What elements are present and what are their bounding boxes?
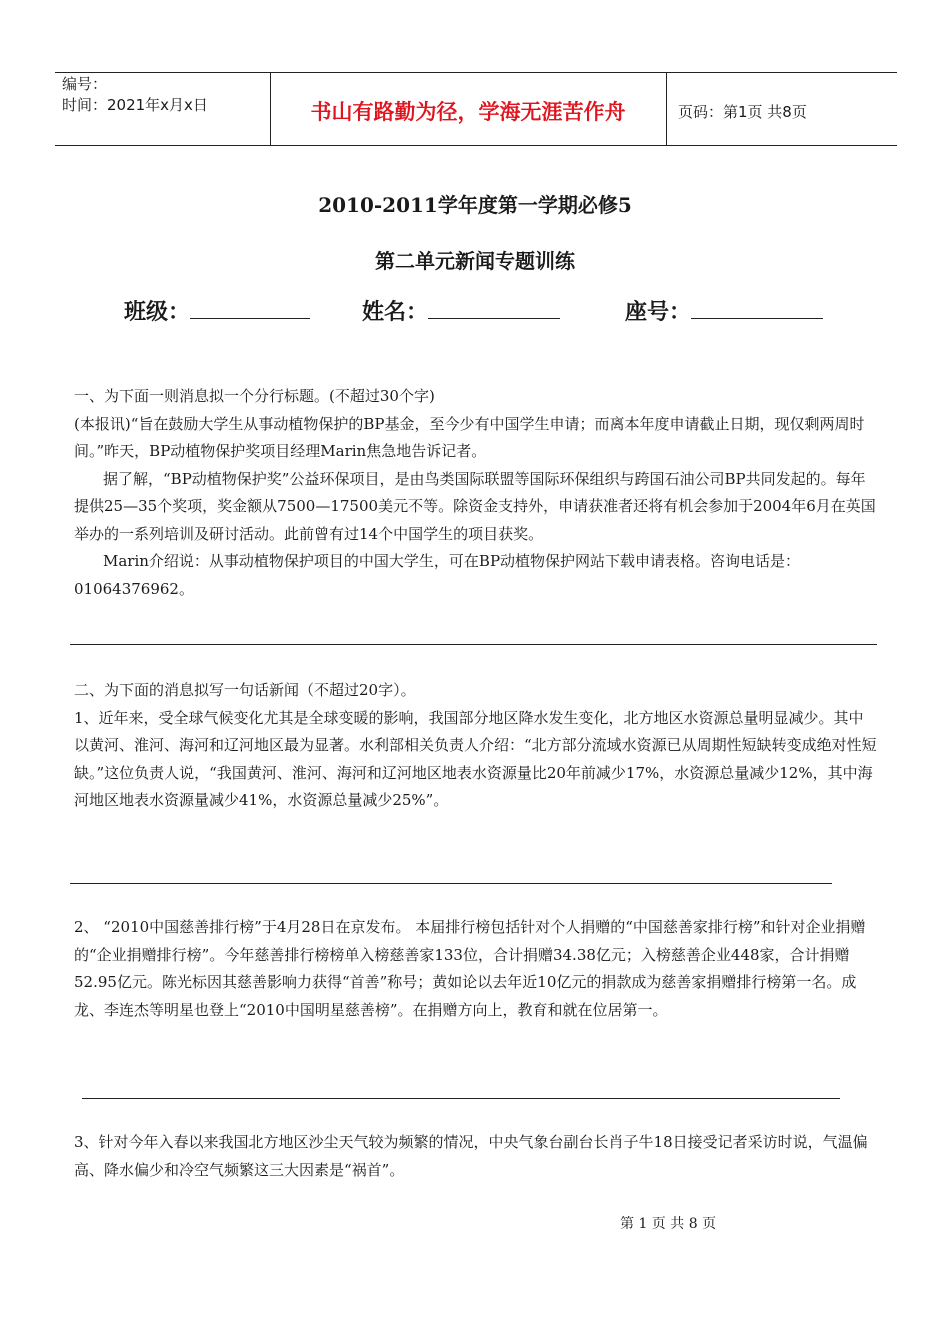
header-page-label: 页码：第1页 共8页 [678, 103, 807, 121]
header-top-rule [55, 72, 897, 73]
section-1-paragraph: Marin介绍说：从事动植物保护项目的中国大学生，可在BP动植物保护网站下载申请表格。咨询电话是：01064376962。 [74, 552, 801, 598]
name-field[interactable] [362, 295, 560, 326]
page-footer: 第 1 页 共 8 页 [620, 1216, 717, 1232]
seat-field[interactable] [625, 295, 823, 326]
class-field[interactable] [124, 295, 310, 326]
name-label: 姓名： [362, 300, 429, 325]
answer-line[interactable] [70, 883, 832, 884]
answer-line[interactable] [82, 1098, 840, 1099]
document-time-label: 时间：2021年x月x日 [62, 96, 208, 114]
document-number-label: 编号： [62, 75, 108, 93]
header-meta [62, 74, 270, 116]
header-bottom-rule [55, 145, 897, 146]
section-1 [74, 383, 877, 603]
section-2-item-3-text: 3、针对今年入春以来我国北方地区沙尘天气较为频繁的情况，中央气象台副台长肖子牛18日接受记者采访时说，气温偏高、降水偏少和冷空气频繁这三大因素是“祸首”。 [74, 1133, 868, 1179]
answer-line[interactable] [70, 644, 877, 645]
section-1-paragraph: 据了解，“BP动植物保护奖”公益环保项目，是由鸟类国际联盟等国际环保组织与跨国石油公司BP共同发起的。每年提供25—35个奖项，奖金额从7500—17500美元不等。除资金支持外，申请获准者还将有机会参加于2004年6月在英国举办的一系列培训及研讨活动。此前曾有过14个中国学生的项目获奖。 [74, 469, 876, 543]
section-2-item-1 [74, 677, 877, 815]
page-title: 2010-2011学年度第一学期必修5 [318, 193, 632, 217]
section-2-item-2 [74, 914, 877, 1024]
class-label: 班级： [124, 300, 191, 325]
name-blank[interactable] [428, 296, 560, 319]
section-1-paragraph: (本报讯)“旨在鼓励大学生从事动植物保护的BP基金，至今少有中国学生申请；而离本年度申请截止日期，现仅剩两周时间。”昨天，BP动植物保护奖项目经理Marin焦急地告诉记者。 [74, 414, 865, 460]
section-2-heading: 二、为下面的消息拟写一句话新闻（不超过20字）。 [74, 681, 416, 699]
page-subtitle: 第二单元新闻专题训练 [375, 249, 575, 273]
section-2-item-1-text: 1、近年来，受全球气候变化尤其是全球变暖的影响，我国部分地区降水发生变化，北方地区水资源总量明显减少。其中以黄河、淮河、海河和辽河地区最为显著。水利部相关负责人介绍：“北方部分流域水资源已从周期性短缺转变成绝对性短缺。”这位负责人说，“我国黄河、淮河、海河和辽河地区地表水资源量比20年前减少17%，水资源总量减少12%，其中海河地区地表水资源量减少41%，水资源总量减少25%”。 [74, 708, 877, 809]
section-2-item-3 [74, 1129, 877, 1184]
header-motto: 书山有路勤为径，学海无涯苦作舟 [310, 100, 626, 124]
section-1-heading: 一、为下面一则消息拟一个分行标题。(不超过30个字) [74, 387, 435, 405]
class-blank[interactable] [190, 296, 310, 319]
header-divider-right [666, 72, 667, 145]
seat-label: 座号： [625, 300, 692, 325]
section-2-item-2-text: 2、 “2010中国慈善排行榜”于4月28日在京发布。 本届排行榜包括针对个人捐赠的“中国慈善家排行榜”和针对企业捐赠的“企业捐赠排行榜”。今年慈善排行榜榜单入榜慈善家133位，合计捐赠34.38亿元；入榜慈善企业448家，合计捐赠52.95亿元。陈光标因其慈善影响力获得“首善”称号；黄如论以去年近10亿元的捐款成为慈善家捐赠排行榜第一名。成龙、李连杰等明星也登上“2010中国明星慈善榜”。在捐赠方向上，教育和就在位居第一。 [74, 918, 866, 1019]
seat-blank[interactable] [691, 296, 823, 319]
